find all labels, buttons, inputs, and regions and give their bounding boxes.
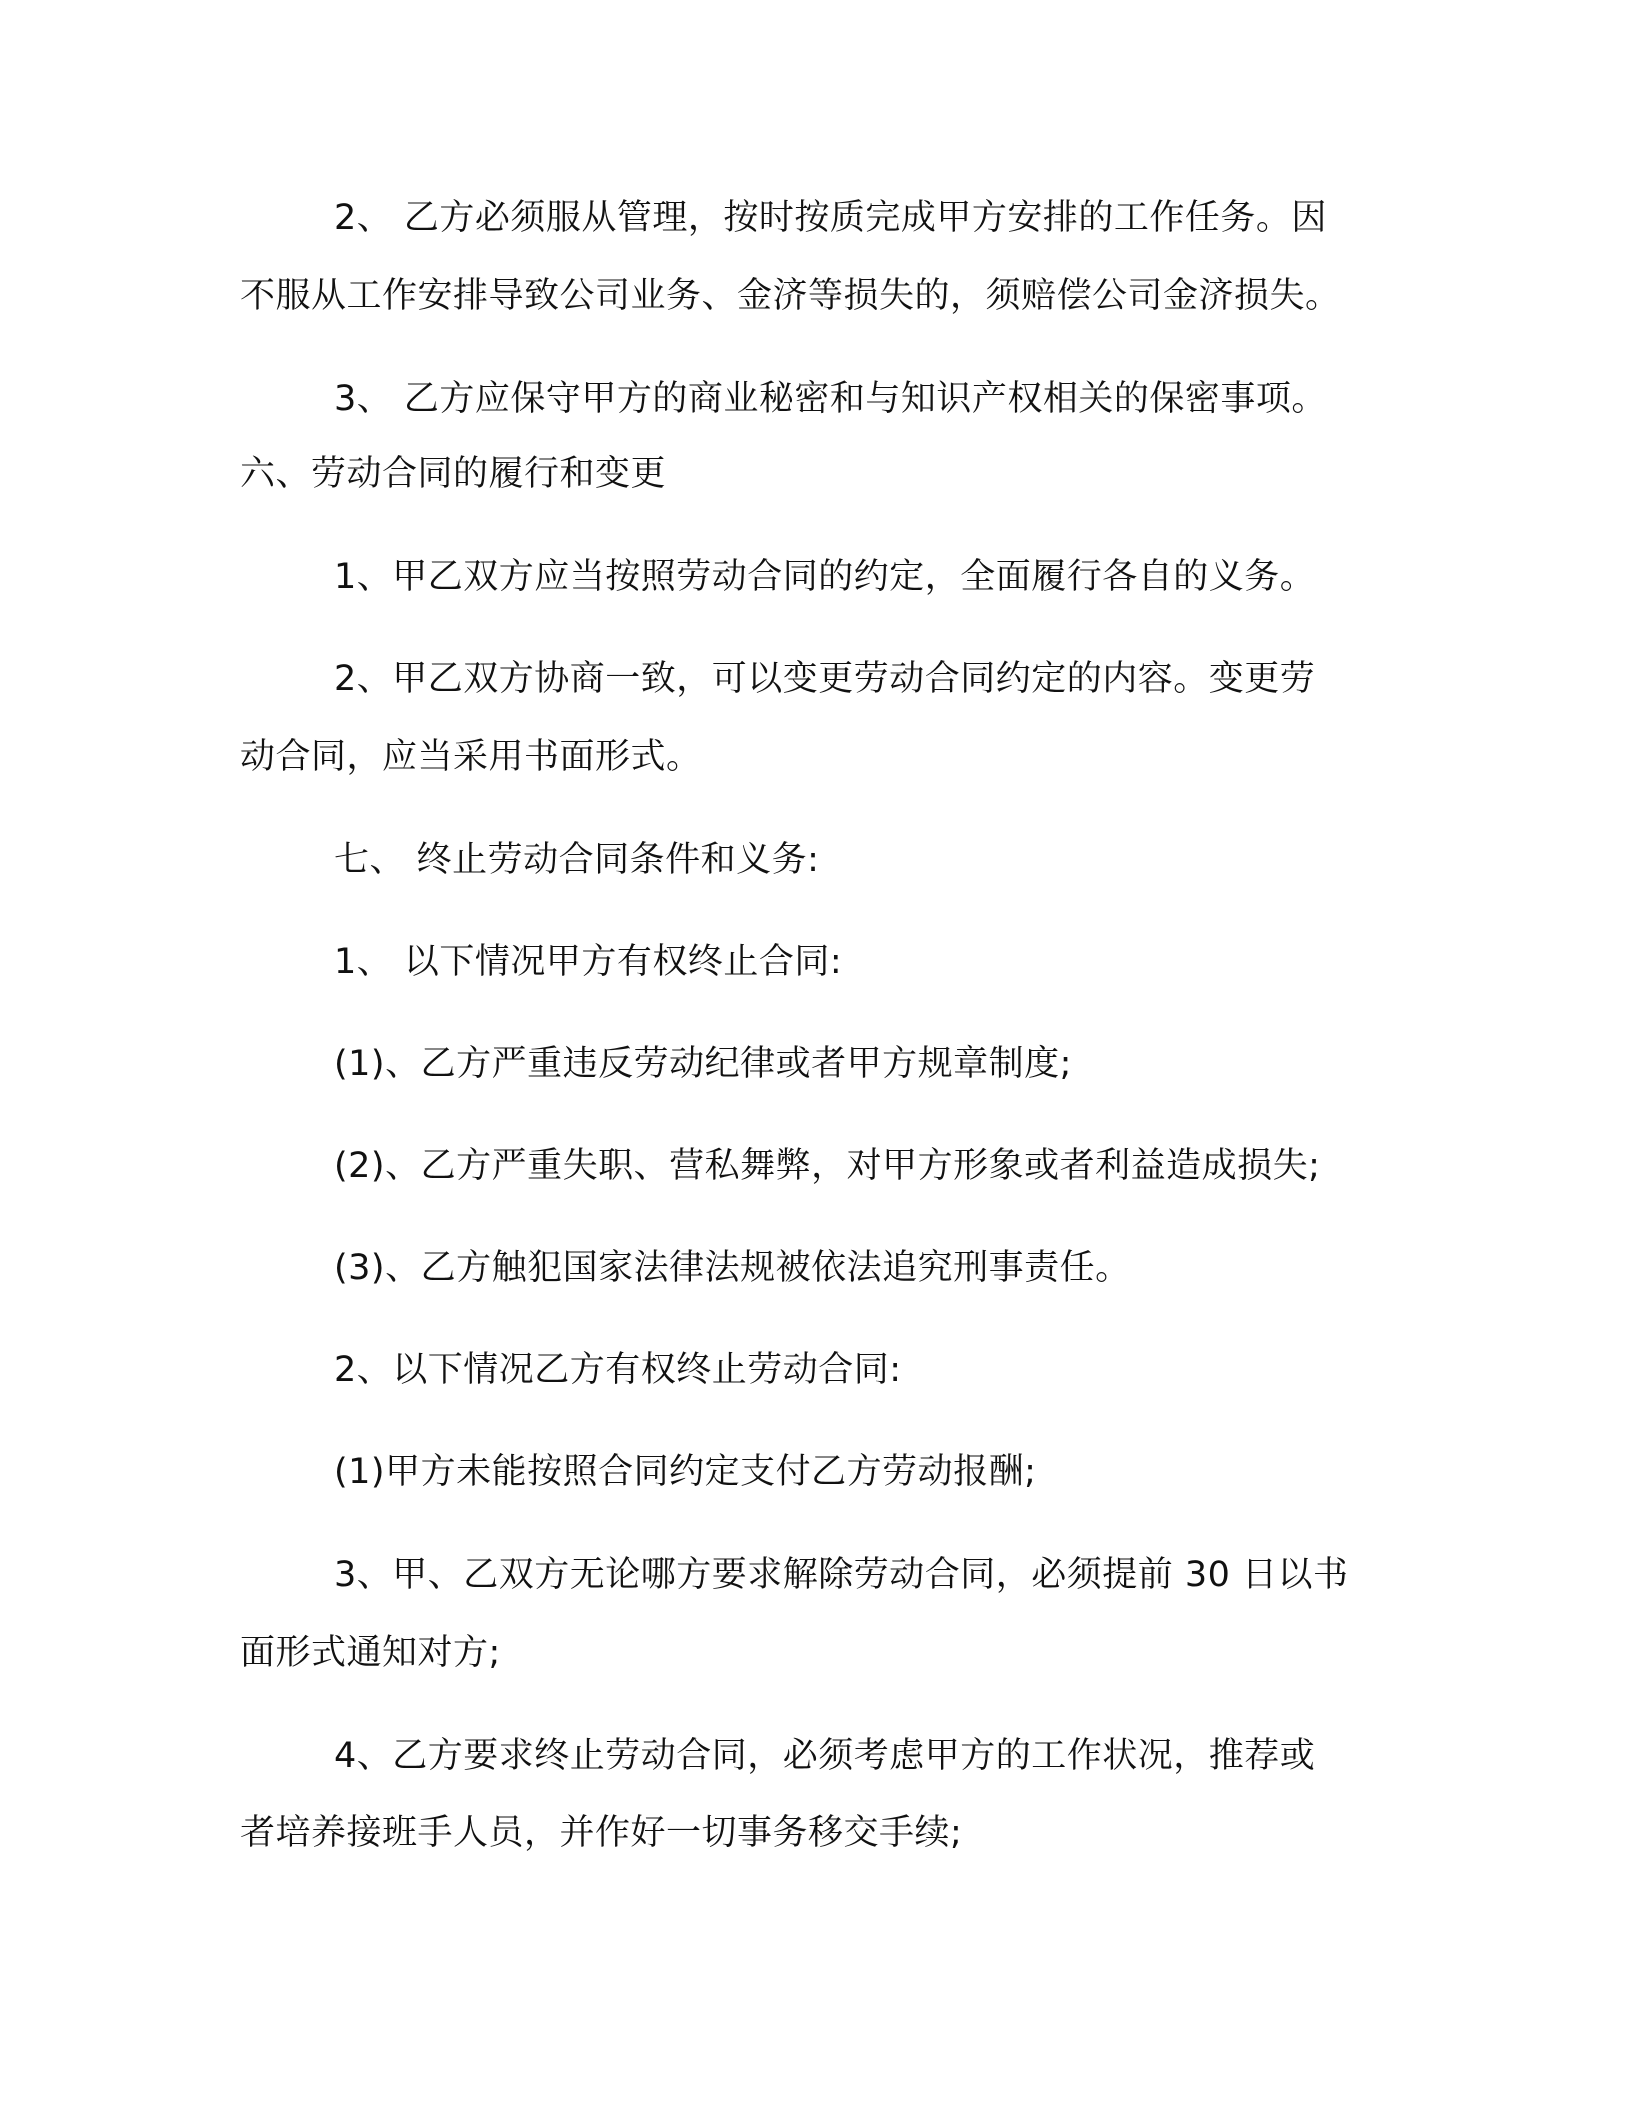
text-line: 4、乙方要求终止劳动合同，必须考虑甲方的工作状况，推荐或 [334, 1736, 1316, 1776]
text-line: 动合同，应当采用书面形式。 [240, 737, 702, 777]
text-line: 1、甲乙双方应当按照劳动合同的约定，全面履行各自的义务。 [334, 557, 1316, 597]
text-line: 面形式通知对方; [240, 1633, 501, 1673]
text-line: 不服从工作安排导致公司业务、金济等损失的，须赔偿公司金济损失。 [240, 276, 1341, 316]
text-line: 2、 乙方必须服从管理，按时按质完成甲方安排的工作任务。因 [334, 198, 1327, 238]
text-line: 2、以下情况乙方有权终止劳动合同: [334, 1350, 902, 1390]
text-line: (1)甲方未能按照合同约定支付乙方劳动报酬; [334, 1452, 1037, 1492]
text-line: 3、甲、乙双方无论哪方要求解除劳动合同，必须提前 30 日以书 [334, 1555, 1349, 1595]
section-heading: 七、 终止劳动合同条件和义务: [334, 840, 820, 880]
text-line: 2、甲乙双方协商一致，可以变更劳动合同约定的内容。变更劳 [334, 659, 1316, 699]
text-line: (2)、乙方严重失职、营私舞弊，对甲方形象或者利益造成损失; [334, 1146, 1321, 1186]
section-heading: 六、劳动合同的履行和变更 [240, 454, 667, 494]
text-line: (3)、乙方触犯国家法律法规被依法追究刑事责任。 [334, 1248, 1131, 1288]
text-line: (1)、乙方严重违反劳动纪律或者甲方规章制度; [334, 1044, 1072, 1084]
text-line: 3、 乙方应保守甲方的商业秘密和与知识产权相关的保密事项。 [334, 379, 1327, 419]
text-line: 者培养接班手人员，并作好一切事务移交手续; [240, 1813, 963, 1853]
text-line: 1、 以下情况甲方有权终止合同: [334, 942, 843, 982]
